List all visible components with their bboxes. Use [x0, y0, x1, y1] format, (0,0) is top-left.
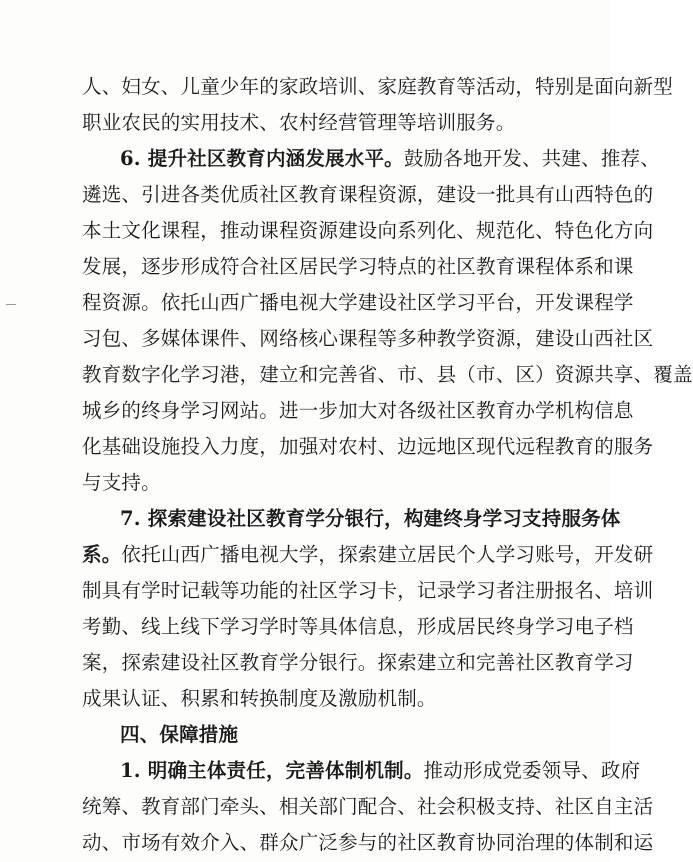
text-line: 程资源。依托山西广播电视大学建设社区学习平台，开发课程学: [82, 291, 634, 314]
item-6-text: 鼓励各地开发、共建、推荐、: [403, 147, 660, 170]
item-6-heading: 6. 提升社区教育内涵发展水平。: [120, 147, 404, 170]
item-1-heading: 1. 明确主体责任，完善体制机制。: [120, 759, 424, 782]
item-1-text: 推动形成党委领导、政府: [423, 759, 641, 782]
item-7-text: 依托山西广播电视大学，探索建立居民个人学习账号，开发研: [121, 543, 654, 566]
text-line: 遴选、引进各类优质社区教育课程资源，建设一批具有山西特色的: [82, 183, 654, 206]
text-line: 教育数字化学习港，建立和完善省、市、县（市、区）资源共享、覆盖: [82, 363, 693, 386]
text-line: 动、市场有效介入、群众广泛参与的社区教育协同治理的体制和运: [82, 831, 654, 854]
text-line: 发展，逐步形成符合社区居民学习特点的社区教育课程体系和课: [82, 255, 634, 278]
text-line: 本土文化课程，推动课程资源建设向系列化、规范化、特色化方向: [82, 219, 654, 242]
item-7-heading-end: 系。: [82, 543, 122, 566]
paragraph-8-first-line: [120, 758, 641, 784]
paragraph-7-second-line: [82, 542, 654, 568]
section-heading: 四、保障措施: [120, 723, 239, 746]
text-line: 统筹、教育部门牵头、相关部门配合、社会积极支持、社区自主活: [82, 795, 654, 818]
text-line: 职业农民的实用技术、农村经营管理等培训服务。: [82, 111, 516, 134]
text-line: 与支持。: [82, 471, 161, 494]
text-line: 人、妇女、儿童少年的家政培训、家庭教育等活动，特别是面向新型: [82, 75, 674, 98]
text-line: 习包、多媒体课件、网络核心课程等多种教学资源，建设山西社区: [82, 327, 654, 350]
item-7-heading: 7. 探索建设社区教育学分银行，构建终身学习支持服务体: [120, 507, 621, 530]
text-line: 考勤、线上线下学习学时等具体信息，形成居民终身学习电子档: [82, 615, 634, 638]
text-line: 案，探索建设社区教育学分银行。探索建立和完善社区教育学习: [82, 651, 634, 674]
text-line: 制具有学时记载等功能的社区学习卡，记录学习者注册报名、培训: [82, 579, 654, 602]
text-line: 成果认证、积累和转换制度及激励机制。: [82, 687, 437, 710]
text-line: 城乡的终身学习网站。进一步加大对各级社区教育办学机构信息: [82, 399, 634, 422]
paragraph-6-first-line: [120, 146, 660, 172]
margin-mark: [6, 304, 16, 305]
text-line: 化基础设施投入力度，加强对农村、边远地区现代远程教育的服务: [82, 435, 654, 458]
